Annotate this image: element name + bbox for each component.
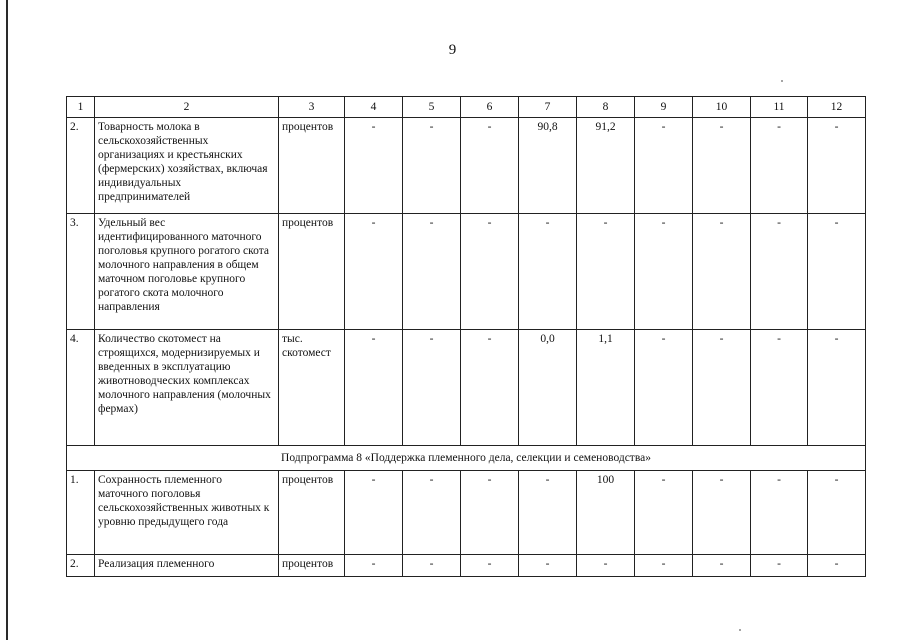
value-cell: - bbox=[751, 214, 808, 330]
column-header: 8 bbox=[577, 97, 635, 118]
value-cell: - bbox=[751, 555, 808, 577]
row-number: 2. bbox=[67, 118, 95, 214]
value-cell: - bbox=[635, 118, 693, 214]
scan-speck bbox=[781, 80, 783, 82]
indicator-name: Сохранность племенного маточного поголовья сельскохозяйственных животных к уровню предыдущего года bbox=[95, 471, 279, 555]
value-cell: - bbox=[577, 214, 635, 330]
indicator-name: Товарность молока в сельскохозяйственных организациях и крестьянских (фермерских) хозяйствах, включая индивидуальных предпринимателей bbox=[95, 118, 279, 214]
value-cell: - bbox=[693, 214, 751, 330]
value-cell: - bbox=[751, 330, 808, 446]
column-header: 5 bbox=[403, 97, 461, 118]
table-row bbox=[67, 214, 866, 330]
value-cell: - bbox=[461, 330, 519, 446]
indicator-name: Количество скотомест на строящихся, модернизируемых и введенных в эксплуатацию животноводческих комплексах молочного направления (молочных фермах) bbox=[95, 330, 279, 446]
left-margin-rule bbox=[6, 0, 8, 640]
value-cell: - bbox=[345, 330, 403, 446]
subprogram-row bbox=[67, 446, 866, 471]
value-cell: 0,0 bbox=[519, 330, 577, 446]
value-cell: - bbox=[403, 214, 461, 330]
column-header: 3 bbox=[279, 97, 345, 118]
value-cell: - bbox=[808, 471, 866, 555]
page-number: 9 bbox=[448, 42, 457, 58]
value-cell: - bbox=[635, 555, 693, 577]
column-header: 7 bbox=[519, 97, 577, 118]
value-cell: - bbox=[519, 471, 577, 555]
value-cell: 100 bbox=[577, 471, 635, 555]
value-cell: - bbox=[635, 471, 693, 555]
row-number: 3. bbox=[67, 214, 95, 330]
column-header: 9 bbox=[635, 97, 693, 118]
header-row bbox=[67, 97, 866, 118]
column-header: 2 bbox=[95, 97, 279, 118]
table-row bbox=[67, 118, 866, 214]
value-cell: - bbox=[693, 330, 751, 446]
value-cell: - bbox=[403, 555, 461, 577]
indicator-name: Реализация племенного bbox=[95, 555, 279, 577]
unit-cell: тыс. скотомест bbox=[279, 330, 345, 446]
indicators-table bbox=[66, 96, 866, 577]
unit-cell: процентов bbox=[279, 214, 345, 330]
value-cell: - bbox=[808, 555, 866, 577]
value-cell: - bbox=[519, 555, 577, 577]
value-cell: 90,8 bbox=[519, 118, 577, 214]
value-cell: - bbox=[808, 330, 866, 446]
value-cell: - bbox=[693, 555, 751, 577]
value-cell: - bbox=[461, 118, 519, 214]
value-cell: - bbox=[635, 214, 693, 330]
value-cell: - bbox=[345, 555, 403, 577]
column-header: 12 bbox=[808, 97, 866, 118]
value-cell: - bbox=[751, 118, 808, 214]
row-number: 4. bbox=[67, 330, 95, 446]
value-cell: - bbox=[461, 471, 519, 555]
column-header: 11 bbox=[751, 97, 808, 118]
unit-cell: процентов bbox=[279, 118, 345, 214]
value-cell: - bbox=[808, 118, 866, 214]
value-cell: - bbox=[403, 330, 461, 446]
value-cell: - bbox=[693, 471, 751, 555]
indicator-name: Удельный вес идентифицированного маточного поголовья крупного рогатого скота молочного направления в общем маточном поголовье крупного рогатого скота молочного направления bbox=[95, 214, 279, 330]
column-header: 6 bbox=[461, 97, 519, 118]
value-cell: - bbox=[345, 471, 403, 555]
value-cell: - bbox=[635, 330, 693, 446]
unit-cell: процентов bbox=[279, 471, 345, 555]
table-row bbox=[67, 555, 866, 577]
unit-cell: процентов bbox=[279, 555, 345, 577]
row-number: 1. bbox=[67, 471, 95, 555]
value-cell: - bbox=[519, 214, 577, 330]
subprogram-title: Подпрограмма 8 «Поддержка племенного дела, селекции и семеноводства» bbox=[67, 446, 866, 471]
value-cell: 1,1 bbox=[577, 330, 635, 446]
row-number: 2. bbox=[67, 555, 95, 577]
value-cell: - bbox=[808, 214, 866, 330]
value-cell: - bbox=[577, 555, 635, 577]
value-cell: - bbox=[693, 118, 751, 214]
value-cell: - bbox=[345, 118, 403, 214]
table-row bbox=[67, 471, 866, 555]
table-row bbox=[67, 330, 866, 446]
value-cell: - bbox=[403, 118, 461, 214]
value-cell: - bbox=[461, 214, 519, 330]
scan-speck bbox=[739, 629, 741, 631]
value-cell: 91,2 bbox=[577, 118, 635, 214]
value-cell: - bbox=[345, 214, 403, 330]
column-header: 1 bbox=[67, 97, 95, 118]
column-header: 10 bbox=[693, 97, 751, 118]
value-cell: - bbox=[403, 471, 461, 555]
column-header: 4 bbox=[345, 97, 403, 118]
value-cell: - bbox=[461, 555, 519, 577]
value-cell: - bbox=[751, 471, 808, 555]
